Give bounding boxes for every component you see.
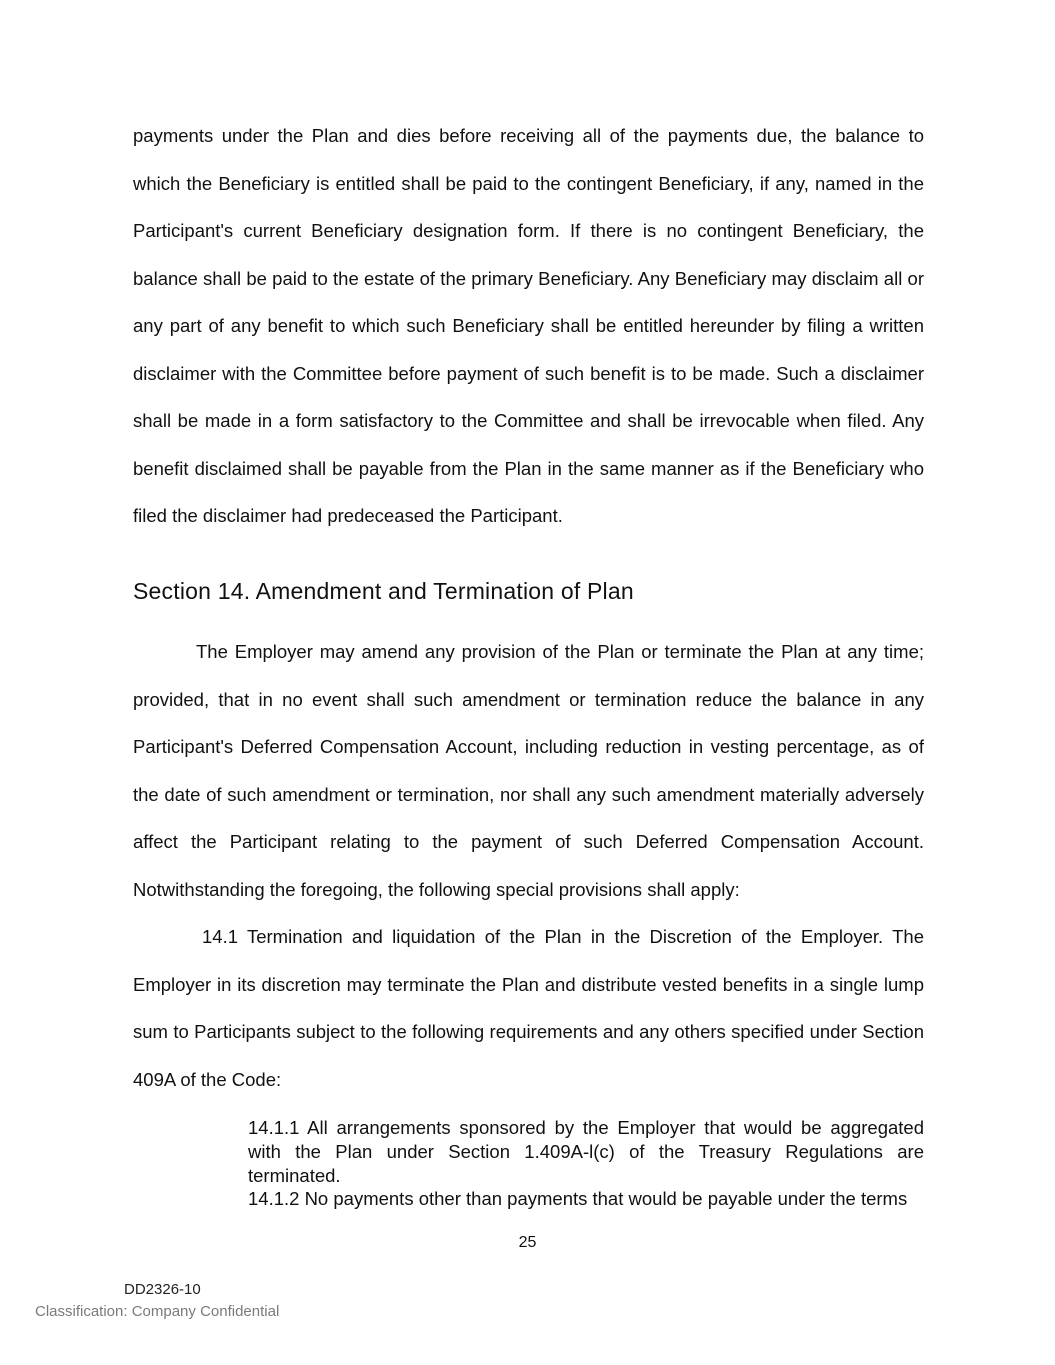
paragraph-beneficiary-balance: payments under the Plan and dies before receiving all of the payments due, the balance to which the Beneficiary is entitled shall be paid to the contingent Beneficiary, if any, named in the Participant's current Beneficiary designation form. If there is no contingent Beneficiary, the balance shall be paid to the estate of the primary Beneficiary. Any Beneficiary may disclaim all or any part of any benefit to which such Beneficiary shall be entitled hereunder by filing a written disclaimer with the Committee before payment of such benefit is to be made. Such a disclaimer shall be made in a form satisfactory to the Committee and shall be irrevocable when filed. Any benefit disclaimed shall be payable from the Plan in the same manner as if the Beneficiary who filed the disclaimer had predeceased the Participant. — [133, 125, 924, 526]
document-code: DD2326-10 — [124, 1281, 201, 1298]
page-number: 25 — [518, 1234, 537, 1251]
subsection-14-1-2: 14.1.2 No payments other than payments that would be payable under the terms — [248, 1188, 908, 1209]
classification-label: Classification: Company Confidential — [35, 1303, 280, 1320]
subsection-14-1-1: 14.1.1 All arrangements sponsored by the Employer that would be aggregated with the Plan under Section 1.409A-l(c) of the Treasury Regulations are terminated. — [248, 1117, 924, 1186]
paragraph-amendment: The Employer may amend any provision of the Plan or terminate the Plan at any time; provided, that in no event shall such amendment or termination reduce the balance in any Participant's Deferred Compensation Account, including reduction in vesting percentage, as of the date of such amendment or termination, nor shall any such amendment materially adversely affect the Participant relating to the payment of such Deferred Compensation Account. Notwithstanding the foregoing, the following special provisions shall apply: — [133, 641, 924, 900]
paragraph-termination-liquidation: 14.1 Termination and liquidation of the Plan in the Discretion of the Employer. The Employer in its discretion may terminate the Plan and distribute vested benefits in a single lump sum to Participants subject to the following requirements and any others specified under Section 409A of the Code: — [133, 926, 924, 1090]
section-heading: Section 14. Amendment and Termination of Plan — [133, 578, 634, 604]
